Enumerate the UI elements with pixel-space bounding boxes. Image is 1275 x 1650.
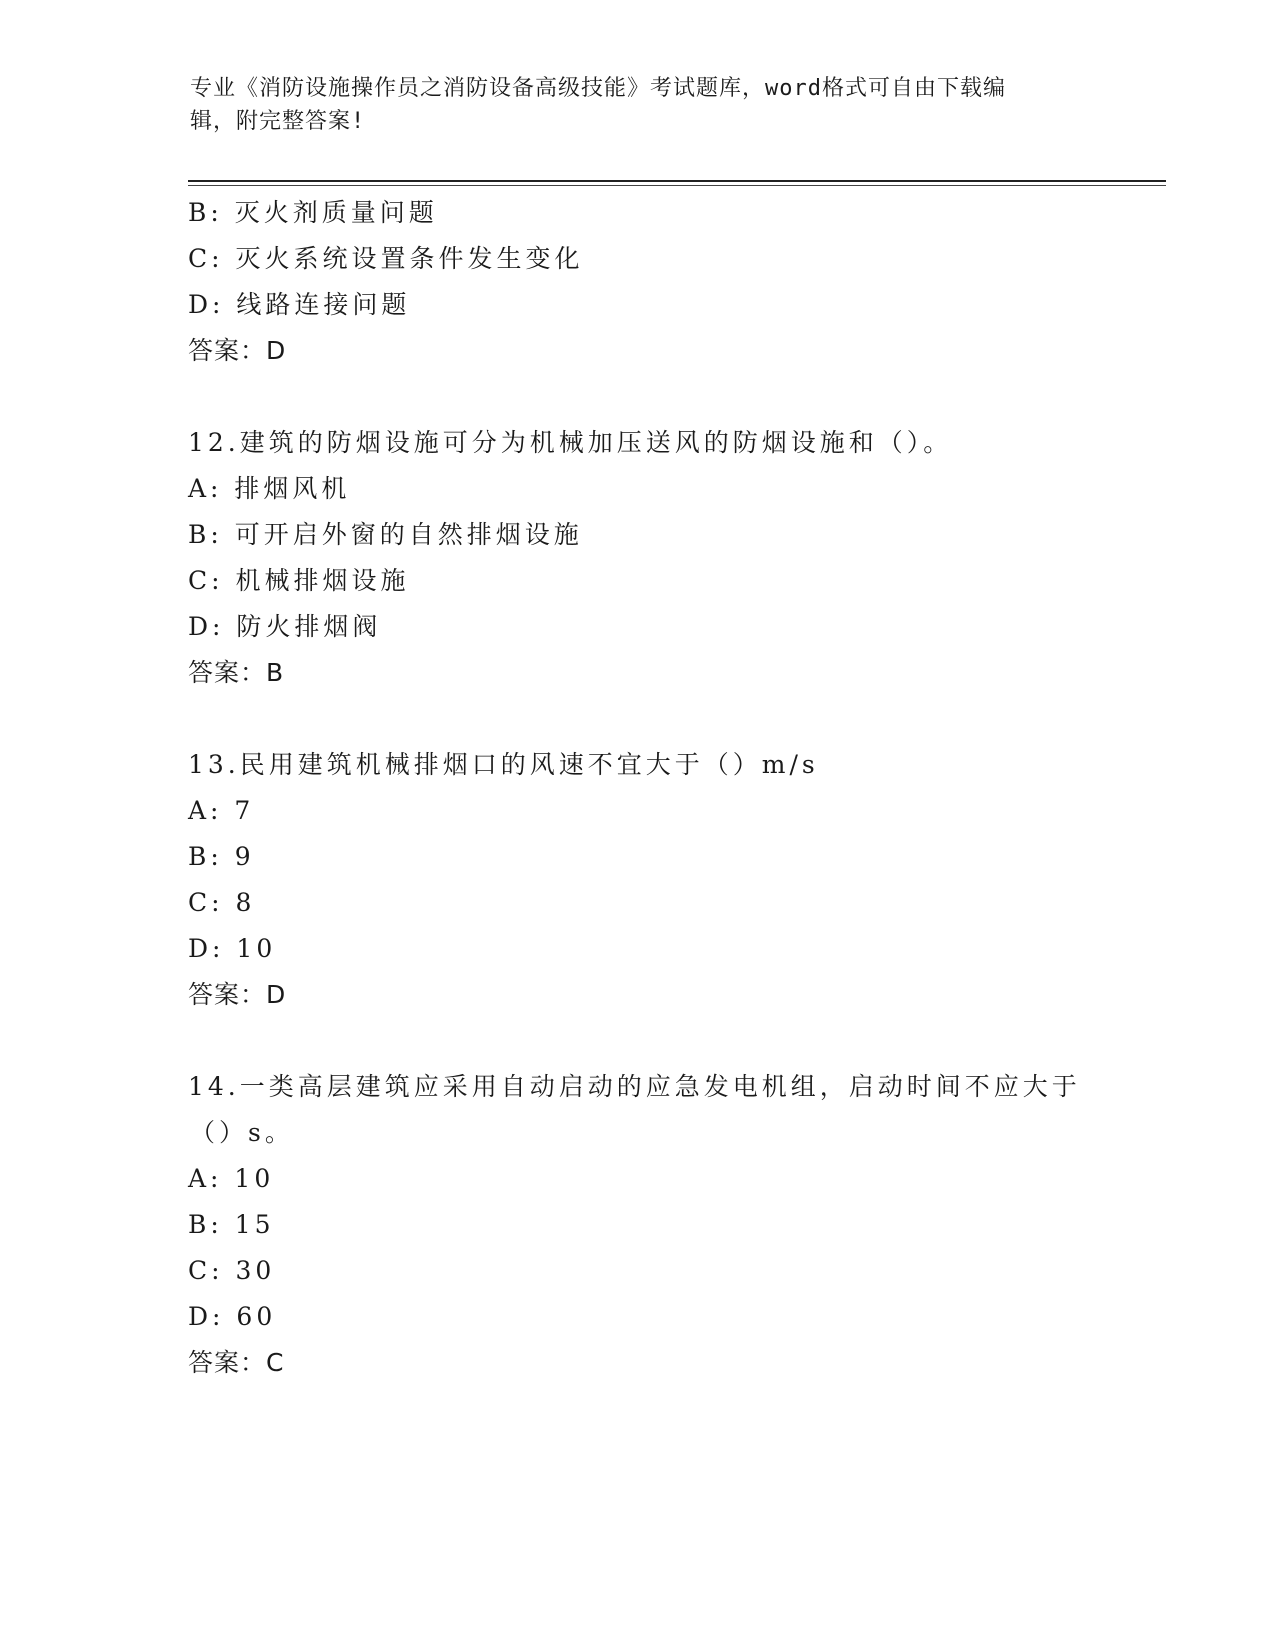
option-d: D: 线路连接问题 (188, 290, 411, 319)
question-stem-line-1: 14.一类高层建筑应采用自动启动的应急发电机组，启动时间不应大于 (188, 1072, 1081, 1101)
header-line-1: 专业《消防设施操作员之消防设备高级技能》考试题库，word格式可自由下载编 (190, 76, 1006, 101)
option-a: A: 排烟风机 (188, 474, 351, 503)
option-c: C: 灭火系统设置条件发生变化 (188, 244, 584, 273)
question-13 (188, 742, 1168, 1018)
question-stem: 12.建筑的防烟设施可分为机械加压送风的防烟设施和（）。 (188, 428, 953, 457)
question-14 (188, 1064, 1168, 1386)
question-list (188, 190, 1168, 1386)
answer-line: 答案：D (188, 980, 287, 1009)
answer-line: 答案：C (188, 1348, 285, 1377)
option-d: D: 防火排烟阀 (188, 612, 382, 641)
header-divider-thick (188, 180, 1166, 182)
answer-line: 答案：D (188, 336, 287, 365)
header-line-2: 辑，附完整答案! (190, 109, 366, 134)
question-12 (188, 420, 1168, 696)
header-divider-thin (188, 185, 1166, 186)
option-b: B: 可开启外窗的自然排烟设施 (188, 520, 583, 549)
option-b: B: 9 (188, 842, 255, 871)
option-c: C: 机械排烟设施 (188, 566, 410, 595)
option-a: A: 10 (188, 1164, 275, 1193)
option-b: B: 15 (188, 1210, 275, 1239)
option-a: A: 7 (188, 796, 255, 825)
document-header (190, 72, 1090, 138)
option-c: C: 30 (188, 1256, 276, 1285)
option-b: B: 灭火剂质量问题 (188, 198, 438, 227)
option-d: D: 60 (188, 1302, 277, 1331)
option-c: C: 8 (188, 888, 256, 917)
option-d: D: 10 (188, 934, 277, 963)
question-11-tail (188, 190, 1168, 374)
answer-line: 答案：B (188, 658, 285, 687)
question-stem-line-2: （）s。 (190, 1118, 294, 1147)
question-stem: 13.民用建筑机械排烟口的风速不宜大于（）m/s (188, 750, 819, 779)
